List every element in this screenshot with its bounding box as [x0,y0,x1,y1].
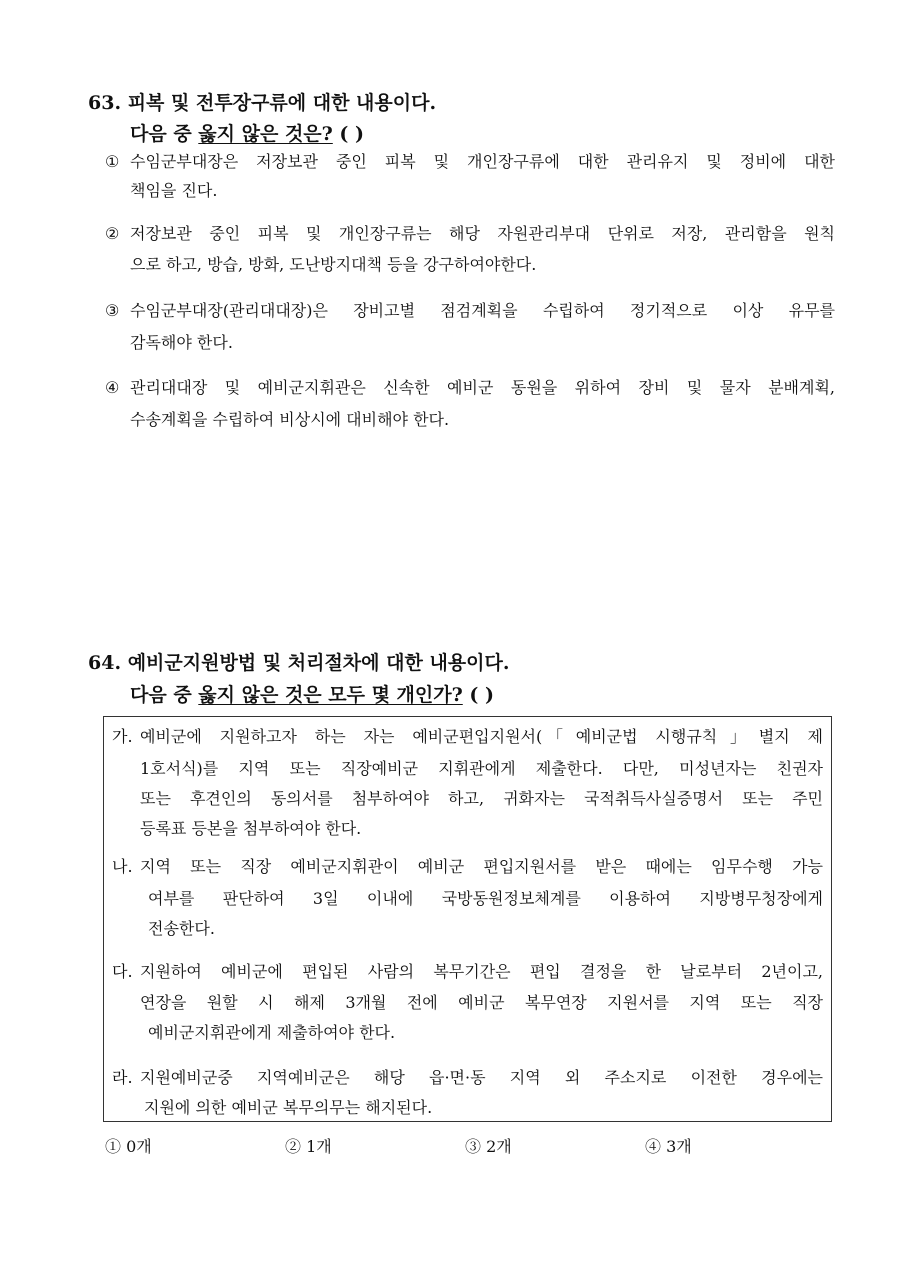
statement-line: 지원에 의한 예비군 복무의무는 해지된다. [144,1098,433,1117]
q63-number: 63. [88,92,122,114]
answer-option-1[interactable]: ① 0개 [105,1137,152,1156]
statement-marker: 나. [112,857,133,876]
q64-answer-blank: ( ) [462,684,494,706]
q63-answer-blank: ( ) [332,123,365,145]
statement-line: 지역 또는 직장 예비군지휘관이 예비군 편입지원서를 받은 때에는 임무수행 가능 [140,857,823,876]
option-line: 으로 하고, 방습, 방화, 도난방지대책 등을 강구하여야한다. [130,255,537,274]
q64-question-prefix: 다음 중 [130,684,199,706]
q63-question [130,119,364,146]
statement-line: 지원하여 예비군에 편입된 사람의 복무기간은 편입 결정을 한 날로부터 2년이고, [140,962,823,981]
q64-title [88,648,510,675]
option-marker: ① [105,152,120,171]
statement-line: 전송한다. [148,919,215,938]
option-line: 수임군부대장은 저장보관 중인 피복 및 개인장구류에 대한 관리유지 및 정비에 대한 [130,152,835,171]
q64-question [130,680,494,707]
statement-marker: 가. [112,727,133,746]
statement-line: 연장을 원할 시 해제 3개월 전에 예비군 복무연장 지원서를 지역 또는 직장 [140,993,823,1012]
statement-line: 여부를 판단하여 3일 이내에 국방동원정보체계를 이용하여 지방병무청장에게 [148,889,823,908]
statement-line: 또는 후견인의 동의서를 첨부하여야 하고, 귀화자는 국적취득사실증명서 또는 주민 [140,789,823,808]
option-line: 수송계획을 수립하여 비상시에 대비해야 한다. [130,410,450,429]
option-line: 관리대대장 및 예비군지휘관은 신속한 예비군 동원을 위하여 장비 및 물자 분배계획, [130,378,835,397]
answer-option-2[interactable]: ② 1개 [285,1137,332,1156]
q64-number: 64. [88,652,122,674]
option-marker: ③ [105,301,120,320]
option-line: 감독해야 한다. [130,333,233,352]
statement-marker: 다. [112,962,133,981]
statement-marker: 라. [112,1068,133,1087]
statement-line: 지원예비군중 지역예비군은 해당 읍·면·동 지역 외 주소지로 이전한 경우에는 [140,1068,823,1087]
statement-line: 등록표 등본을 첨부하여야 한다. [140,819,362,838]
statement-line: 예비군에 지원하고자 하는 자는 예비군편입지원서(「예비군법 시행규칙」별지 제 [140,727,823,746]
q64-title-text: 예비군지원방법 및 처리절차에 대한 내용이다. [127,652,510,674]
statement-line: 예비군지휘관에게 제출하여야 한다. [148,1023,396,1042]
answer-option-4[interactable]: ④ 3개 [645,1137,692,1156]
option-marker: ④ [105,378,120,397]
option-line: 저장보관 중인 피복 및 개인장구류는 해당 자원관리부대 단위로 저장, 관리함을 원칙 [130,224,835,243]
q63-title-text: 피복 및 전투장구류에 대한 내용이다. [127,92,437,114]
q64-question-underlined: 옳지 않은 것은 모두 몇 개인가? [198,684,463,706]
answer-option-3[interactable]: ③ 2개 [465,1137,512,1156]
statement-line: 1호서식)를 지역 또는 직장예비군 지휘관에게 제출한다. 다만, 미성년자는 친권자 [140,759,823,778]
q63-question-prefix: 다음 중 [130,123,199,145]
q63-title [88,88,436,115]
q63-question-underlined: 옳지 않은 것은? [198,123,333,145]
option-marker: ② [105,224,120,243]
option-line: 책임을 진다. [130,181,218,200]
option-line: 수임군부대장(관리대대장)은 장비고별 점검계획을 수립하여 정기적으로 이상 유무를 [130,301,835,320]
